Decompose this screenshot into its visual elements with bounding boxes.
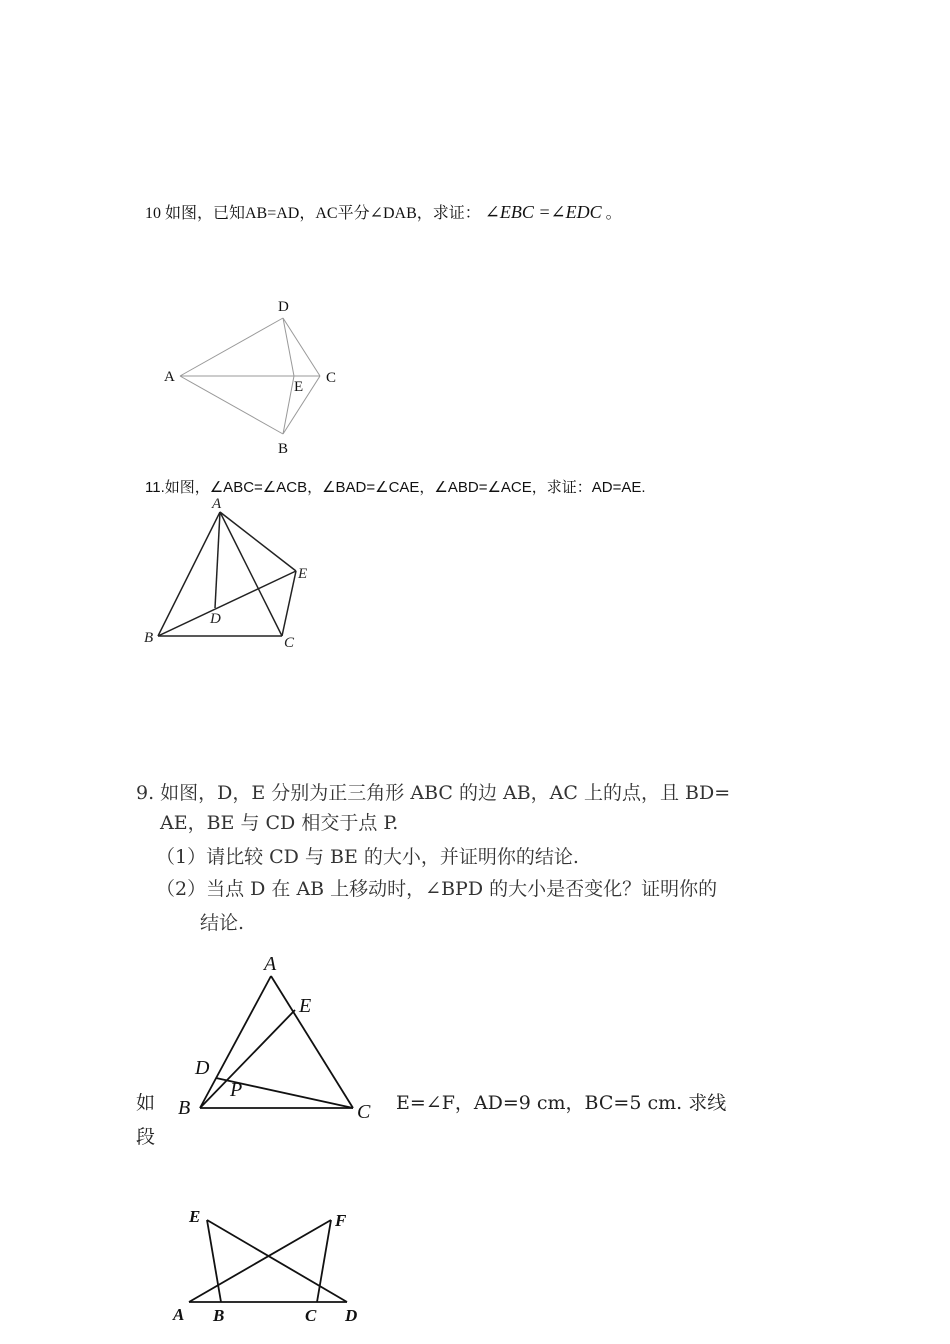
q10-label-e: E (294, 379, 304, 395)
q10-number: 10 (145, 205, 161, 222)
partial-label-f: F (335, 1211, 347, 1230)
partial-question-glyph-2: 段 (136, 1126, 156, 1148)
partial-label-c: C (305, 1306, 317, 1325)
q10-label-a: A (164, 369, 175, 385)
q9-line-3: （1）请比较 CD 与 BE 的大小，并证明你的结论. (156, 846, 579, 868)
q10-end: 。 (605, 205, 622, 222)
partial-question-figure (165, 1205, 370, 1330)
q11-label-c: C (284, 635, 295, 651)
q11-label-b: B (144, 630, 154, 646)
question-11: 11.如图，∠ABC=∠ACB，∠BAD=∠CAE，∠ABD=∠ACE，求证：AD=AE. (145, 479, 646, 496)
q9-figure (165, 948, 390, 1130)
q9-label-b: B (178, 1097, 191, 1119)
q10-label-c: C (326, 370, 337, 386)
partial-label-b: B (213, 1306, 225, 1325)
q10-formula: ∠EBC =∠EDC (484, 202, 602, 222)
q9-line-2: AE，BE 与 CD 相交于点 P. (160, 812, 399, 834)
q10-figure (150, 290, 360, 465)
q9-label-a: A (264, 953, 277, 975)
question-10 (145, 200, 622, 223)
q11-label-e: E (298, 566, 308, 582)
q9-line-1: 9. 如图，D，E 分别为正三角形 ABC 的边 AB，AC 上的点，且 BD= (136, 782, 731, 804)
q11-label-a: A (212, 496, 222, 512)
q10-label-b: B (278, 441, 289, 457)
partial-label-a: A (173, 1305, 185, 1324)
q11-figure (138, 494, 328, 654)
partial-question-glyph-1: 如 (136, 1092, 156, 1114)
partial-label-d: D (345, 1306, 358, 1325)
q9-label-p: P (230, 1079, 243, 1101)
q9-label-d: D (195, 1057, 210, 1079)
q9-label-c: C (357, 1101, 371, 1123)
q9-line-5: 结论. (200, 912, 245, 934)
q10-text: 如图，已知AB=AD，AC平分∠DAB，求证： (165, 205, 481, 222)
q10-label-d: D (278, 299, 289, 315)
q9-label-e: E (299, 995, 312, 1017)
q11-label-d: D (210, 611, 221, 627)
partial-question-text: E=∠F，AD=9 cm，BC=5 cm. 求线 (396, 1092, 727, 1114)
q9-line-4: （2）当点 D 在 AB 上移动时，∠BPD 的大小是否变化？证明你的 (156, 878, 718, 900)
partial-label-e: E (189, 1207, 201, 1226)
